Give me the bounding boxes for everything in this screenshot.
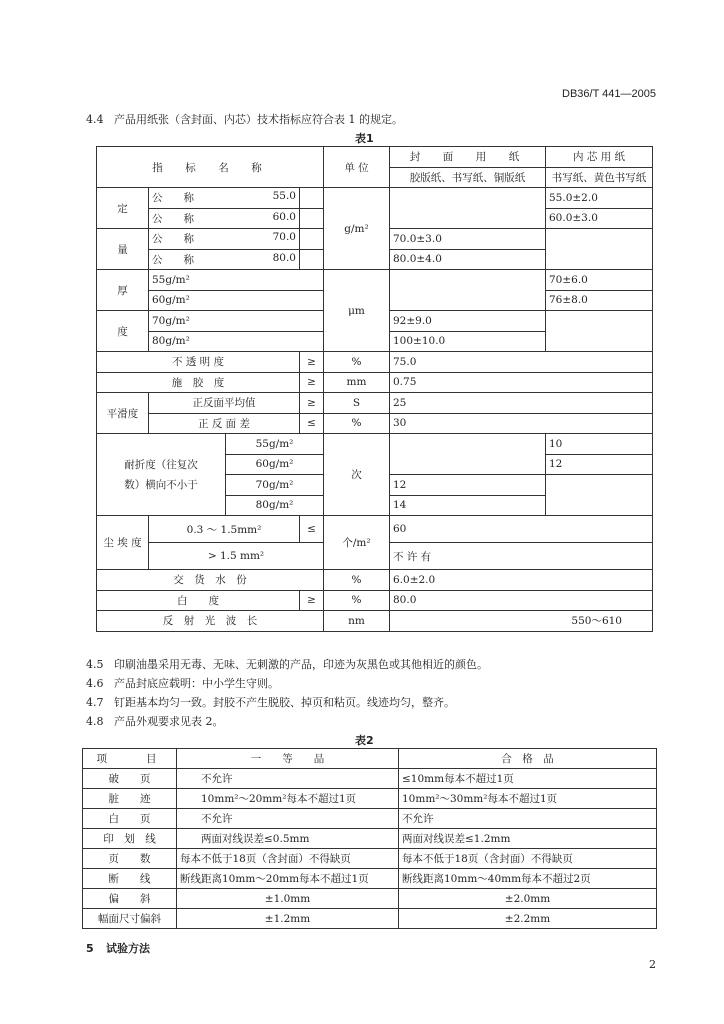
folding-label: 耐折度（往复次 数）横向不小于: [97, 434, 226, 516]
weight-unit: g/m²: [324, 188, 390, 270]
thickness-group-label-2: 度: [97, 311, 149, 352]
folding-cover-value: 12: [390, 475, 546, 496]
thickness-inner-value: 76±8.0: [546, 290, 653, 311]
wavelength-unit: nm: [324, 611, 390, 632]
table-row: 白 页 不允许 不允许: [83, 809, 657, 829]
clause-number: 4.6: [86, 677, 104, 690]
smoothness-avg-operator: ≥: [300, 393, 324, 414]
header-unit: 单 位: [324, 147, 390, 188]
table-row: 脏 迹 10mm²～20mm²每本不超过1页 10mm²～30mm²每本不超过1页: [83, 789, 657, 809]
thickness-group-label-1: 厚: [97, 270, 149, 311]
weight-group-label-1: 定: [97, 188, 149, 229]
table-row: 破 页 不允许 ≤10mm每本不超过1页: [83, 769, 657, 789]
clause-4-5: [86, 656, 488, 672]
clause-number: 4.8: [86, 715, 104, 728]
sizing-operator: ≥: [300, 372, 324, 393]
clause-4-6: [86, 675, 279, 691]
table1: [96, 146, 653, 632]
whiteness-operator: ≥: [300, 590, 324, 611]
thickness-row-label: 60g/m²: [149, 290, 324, 311]
folding-inner-value: 12: [546, 454, 653, 475]
sizing-label: 施 胶 度: [97, 372, 300, 393]
whiteness-unit: %: [324, 590, 390, 611]
table2-header-item: 项 目: [83, 749, 177, 769]
weight-row-label: 公 称 60.0: [149, 208, 300, 229]
weight-row-label: 公 称 55.0: [149, 188, 300, 209]
smoothness-avg-unit: S: [324, 393, 390, 414]
section-number: 5: [86, 942, 94, 955]
weight-cover-value: 80.0±4.0: [390, 249, 546, 270]
weight-cover-empty: [390, 188, 546, 229]
folding-row-label: 70g/m²: [226, 475, 324, 496]
smoothness-diff-unit: %: [324, 413, 390, 434]
table2: [82, 748, 657, 929]
clause-number: 4.4: [86, 113, 104, 126]
clause-number: 4.7: [86, 696, 104, 709]
table2-header-qualified: 合 格 品: [399, 749, 657, 769]
dust-large-value: 不 许 有: [390, 543, 653, 570]
smoothness-diff-label: 正 反 面 差: [149, 413, 300, 434]
table-row: 幅面尺寸偏斜 ±1.2mm ±2.2mm: [83, 909, 657, 929]
weight-group-label-2: 量: [97, 229, 149, 270]
header-inner-types: 书写纸、黄色书写纸: [546, 167, 653, 188]
smoothness-avg-label: 正反面平均值: [149, 393, 300, 414]
folding-inner-value: 10: [546, 434, 653, 455]
weight-cover-value: 70.0±3.0: [390, 229, 546, 250]
whiteness-value: 80.0: [390, 590, 653, 611]
moisture-label: 交 货 水 份: [97, 570, 324, 591]
thickness-row-label: 70g/m²: [149, 311, 324, 332]
table1-caption: 表1: [355, 132, 374, 145]
table-row: 印 划 线 两面对线误差≤0.5mm 两面对线误差≤1.2mm: [83, 829, 657, 849]
thickness-cover-value: 100±10.0: [390, 331, 546, 352]
clause-4-8: [86, 713, 224, 729]
clause-4-4: [86, 111, 403, 127]
smoothness-diff-operator: ≤: [300, 413, 324, 434]
document-id: DB36/T 441—2005: [562, 88, 656, 100]
sizing-unit: mm: [324, 372, 390, 393]
sizing-value: 0.75: [390, 372, 653, 393]
section-title: 试验方法: [106, 942, 150, 955]
thickness-row-label: 80g/m²: [149, 331, 324, 352]
clause-4-7: [86, 694, 455, 710]
weight-inner-empty: [546, 229, 653, 270]
wavelength-label: 反 射 光 波 长: [97, 611, 324, 632]
folding-cover-value: 14: [390, 495, 546, 516]
page-number: 2: [649, 958, 656, 971]
moisture-value: 6.0±2.0: [390, 570, 653, 591]
clause-text: 产品外观要求见表 2。: [114, 715, 224, 728]
opacity-label: 不 透 明 度: [97, 352, 300, 373]
table-row: 偏 斜 ±1.0mm ±2.0mm: [83, 889, 657, 909]
moisture-unit: %: [324, 570, 390, 591]
weight-row-label: 公 称 70.0: [149, 229, 300, 250]
dust-group-label: 尘 埃 度: [97, 516, 149, 570]
folding-row-label: 80g/m²: [226, 495, 324, 516]
thickness-cover-value: 92±9.0: [390, 311, 546, 332]
folding-row-label: 55g/m²: [226, 434, 324, 455]
header-cover-paper: 封 面 用 纸: [390, 147, 546, 168]
dust-small-value: 60: [390, 516, 653, 543]
weight-inner-value: 55.0±2.0: [546, 188, 653, 209]
dust-small-label: 0.3 ～ 1.5mm²: [149, 516, 300, 543]
thickness-row-label: 55g/m²: [149, 270, 324, 291]
smoothness-group-label: 平滑度: [97, 393, 149, 434]
table2-header-first-grade: 一 等 品: [177, 749, 399, 769]
thickness-unit: μm: [324, 270, 390, 352]
clause-number: 4.5: [86, 658, 104, 671]
clause-text: 印刷油墨采用无毒、无味、无刺激的产品，印迹为灰黑色或其他相近的颜色。: [114, 658, 488, 671]
opacity-unit: %: [324, 352, 390, 373]
section-5-heading: [86, 940, 150, 956]
thickness-inner-value: 70±6.0: [546, 270, 653, 291]
dust-unit: 个/m²: [324, 516, 390, 570]
clause-text: 产品封底应载明：中小学生守则。: [114, 677, 279, 690]
dust-small-operator: ≤: [300, 516, 324, 543]
whiteness-label: 白 度: [97, 590, 300, 611]
dust-large-label: > 1.5 mm²: [149, 543, 324, 570]
folding-row-label: 60g/m²: [226, 454, 324, 475]
table-row: 断 线 断线距离10mm～20mm每本不超过1页 断线距离10mm～40mm每本不超过2页: [83, 869, 657, 889]
wavelength-value: 550～610: [390, 611, 653, 632]
smoothness-diff-value: 30: [390, 413, 653, 434]
header-inner-paper: 内 芯 用 纸: [546, 147, 653, 168]
opacity-value: 75.0: [390, 352, 653, 373]
folding-unit: 次: [324, 434, 390, 516]
weight-row-label: 公 称 80.0: [149, 249, 300, 270]
opacity-operator: ≥: [300, 352, 324, 373]
table-row: 页 数 每本不低于18页（含封面）不得缺页 每本不低于18页（含封面）不得缺页: [83, 849, 657, 869]
weight-inner-value: 60.0±3.0: [546, 208, 653, 229]
header-indicator: 指 标 名 称: [97, 147, 324, 188]
clause-text: 产品用纸张（含封面、内芯）技术指标应符合表 1 的规定。: [114, 113, 403, 126]
header-cover-types: 胶版纸、书写纸、铜版纸: [390, 167, 546, 188]
table2-caption: 表2: [355, 734, 374, 747]
smoothness-avg-value: 25: [390, 393, 653, 414]
clause-text: 钉距基本均匀一致。封胶不产生脱胶、掉页和粘页。线迹均匀，整齐。: [114, 696, 455, 709]
